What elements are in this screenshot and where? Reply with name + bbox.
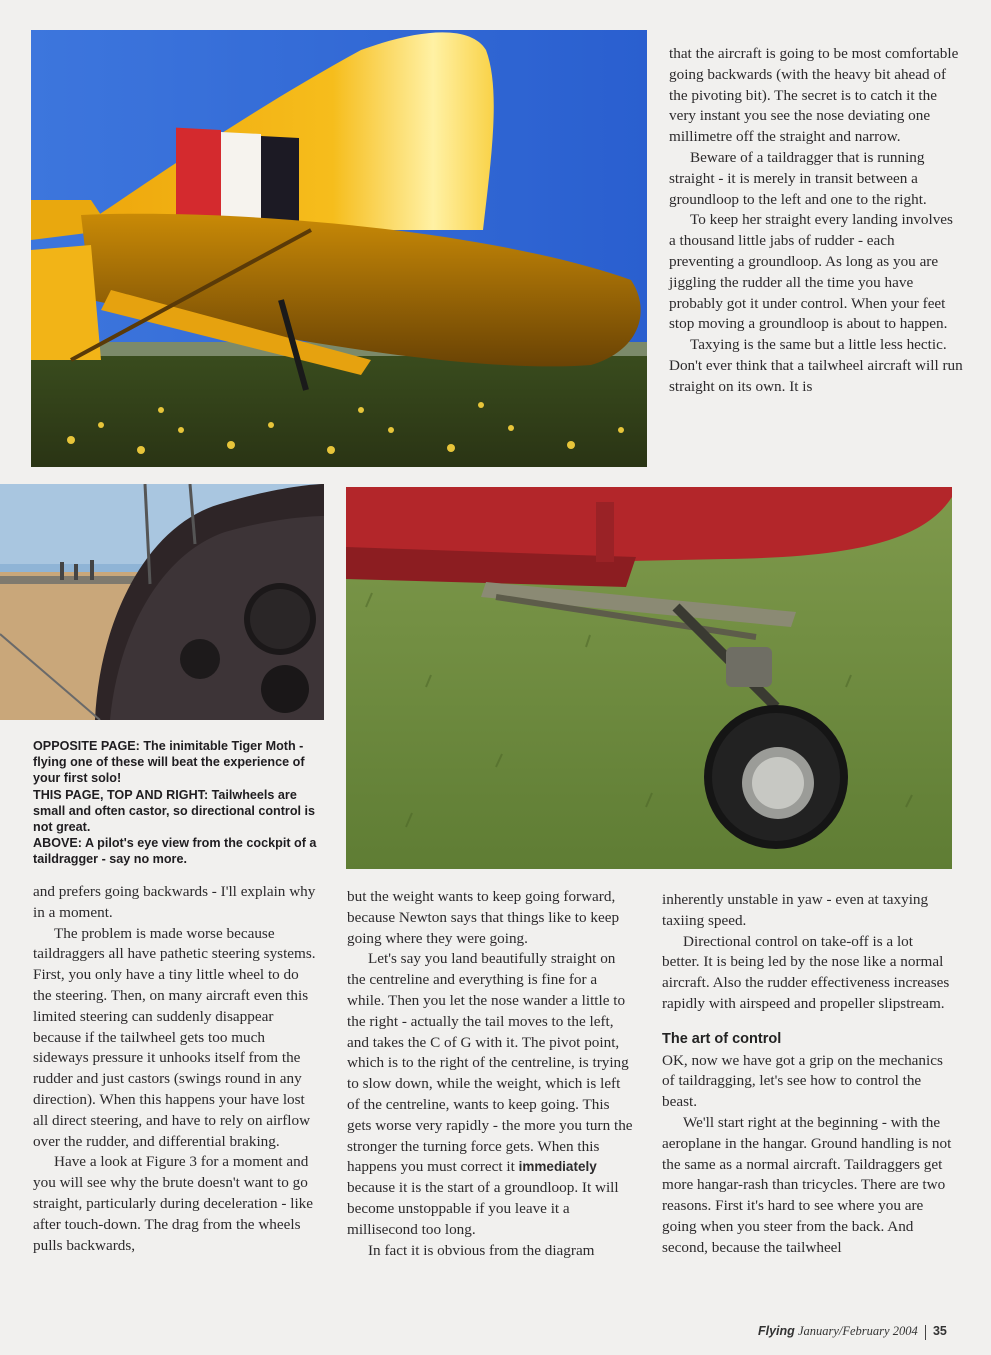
photo-caption <box>33 738 325 868</box>
caption-text: A pilot's eye view from the cockpit of a taildragger - say no more. <box>33 836 317 867</box>
tailwheel-photo <box>346 487 952 869</box>
page-number: 35 <box>932 1324 947 1338</box>
paragraph: that the aircraft is going to be most comfortable going backwards (with the heavy bit ahead of the pivoting bit). The secret is to catch it the very instant you see the nose deviating one millimetre off the straight and narrow. <box>669 45 959 146</box>
paragraph: Beware of a taildragger that is running straight - it is merely in transit between a groundloop to the left and one to the right. <box>669 148 927 208</box>
paragraph <box>347 949 633 1240</box>
emphasis-text: immediately <box>518 1159 597 1175</box>
magazine-name: Flying <box>758 1324 795 1338</box>
paragraph: In fact it is obvious from the diagram <box>368 1241 595 1259</box>
paragraph: but the weight wants to keep going forward, because Newton says that things like to keep going where they were going. <box>347 888 620 947</box>
text-column-2 <box>347 887 633 1261</box>
paragraph: Taxying is the same but a little less hectic. Don't ever think that a tailwheel aircraft will run straight on its own. It is <box>669 336 963 395</box>
paragraph-text: because it is the start of a groundloop. It will become unstoppable if you leave it a millisecond too long. <box>347 1179 619 1238</box>
section-heading: The art of control <box>662 1030 782 1047</box>
paragraph: inherently unstable in yaw - even at taxying taxiing speed. <box>662 891 929 929</box>
page-footer <box>758 1324 947 1340</box>
caption-label: THIS PAGE, TOP AND RIGHT: <box>33 787 209 802</box>
paragraph: Have a look at Figure 3 for a moment and you will see why the brute doesn't want to go straight, particularly during deceleration - like after touch-down. The drag from the wheels pulls backwards, <box>33 1153 314 1254</box>
top-text-column <box>669 44 963 398</box>
tail-photo <box>31 30 647 467</box>
text-column-3 <box>662 890 954 1259</box>
footer-divider <box>925 1325 926 1340</box>
paragraph: OK, now we have got a grip on the mechanics of taildragging, let's see how to control the beast. <box>662 1051 943 1111</box>
paragraph: We'll start right at the beginning - with the aeroplane in the hangar. Ground handling is not the same as a normal aircraft. Taildraggers get more hangar-rash than tricycles. There are two reasons. First it's hard to see where you are going when you steer from the back. And second, because the tailwheel <box>662 1113 952 1256</box>
cockpit-photo <box>0 484 324 720</box>
paragraph: Directional control on take-off is a lot better. It is being led by the nose like a normal aircraft. Also the rudder effectiveness increases rapidly with airspeed and propeller slipstream. <box>662 932 950 1012</box>
paragraph-text: Let's say you land beautifully straight on the centreline and everything is fine for a while. Then you let the nose wander a little to the right - actually the tail moves to the left, and takes the C of G with it. The pivot point, which is to the right of the centreline, is trying to slow down, while the weight, which is left of the centreline, wants to keep going. This gets worse very rapidly - the more you turn the stronger the turning force gets. When this happens you must correct it <box>347 950 633 1176</box>
paragraph: The problem is made worse because taildraggers all have pathetic steering systems. First, you only have a tiny little wheel to do the steering. Then, on many aircraft even this limited steering can suddenly disappear because if the tailwheel gets too much sideways pressure it unhooks itself from the rudder and just castors (swings round in any direction). When this happens your have lost all direct steering, and have to rely on airflow over the rudder, and differential braking. <box>33 924 316 1150</box>
issue-date: January/February 2004 <box>797 1324 918 1338</box>
paragraph: and prefers going backwards - I'll explain why in a moment. <box>33 883 316 921</box>
caption-label: OPPOSITE PAGE: <box>33 739 140 753</box>
paragraph: To keep her straight every landing involves a thousand little jabs of rudder - each preventing a groundloop. As long as you are jiggling the rudder all the time you have probably got it under control. When your feet stop moving a groundloop is about to happen. <box>669 211 953 333</box>
caption-text: Tailwheels are small and often castor, so directional control is not great. <box>33 787 316 835</box>
caption-label: ABOVE: <box>33 836 82 851</box>
caption-text: The inimitable Tiger Moth - flying one of these will beat the experience of your first solo! <box>33 739 305 786</box>
text-column-1 <box>33 882 318 1256</box>
